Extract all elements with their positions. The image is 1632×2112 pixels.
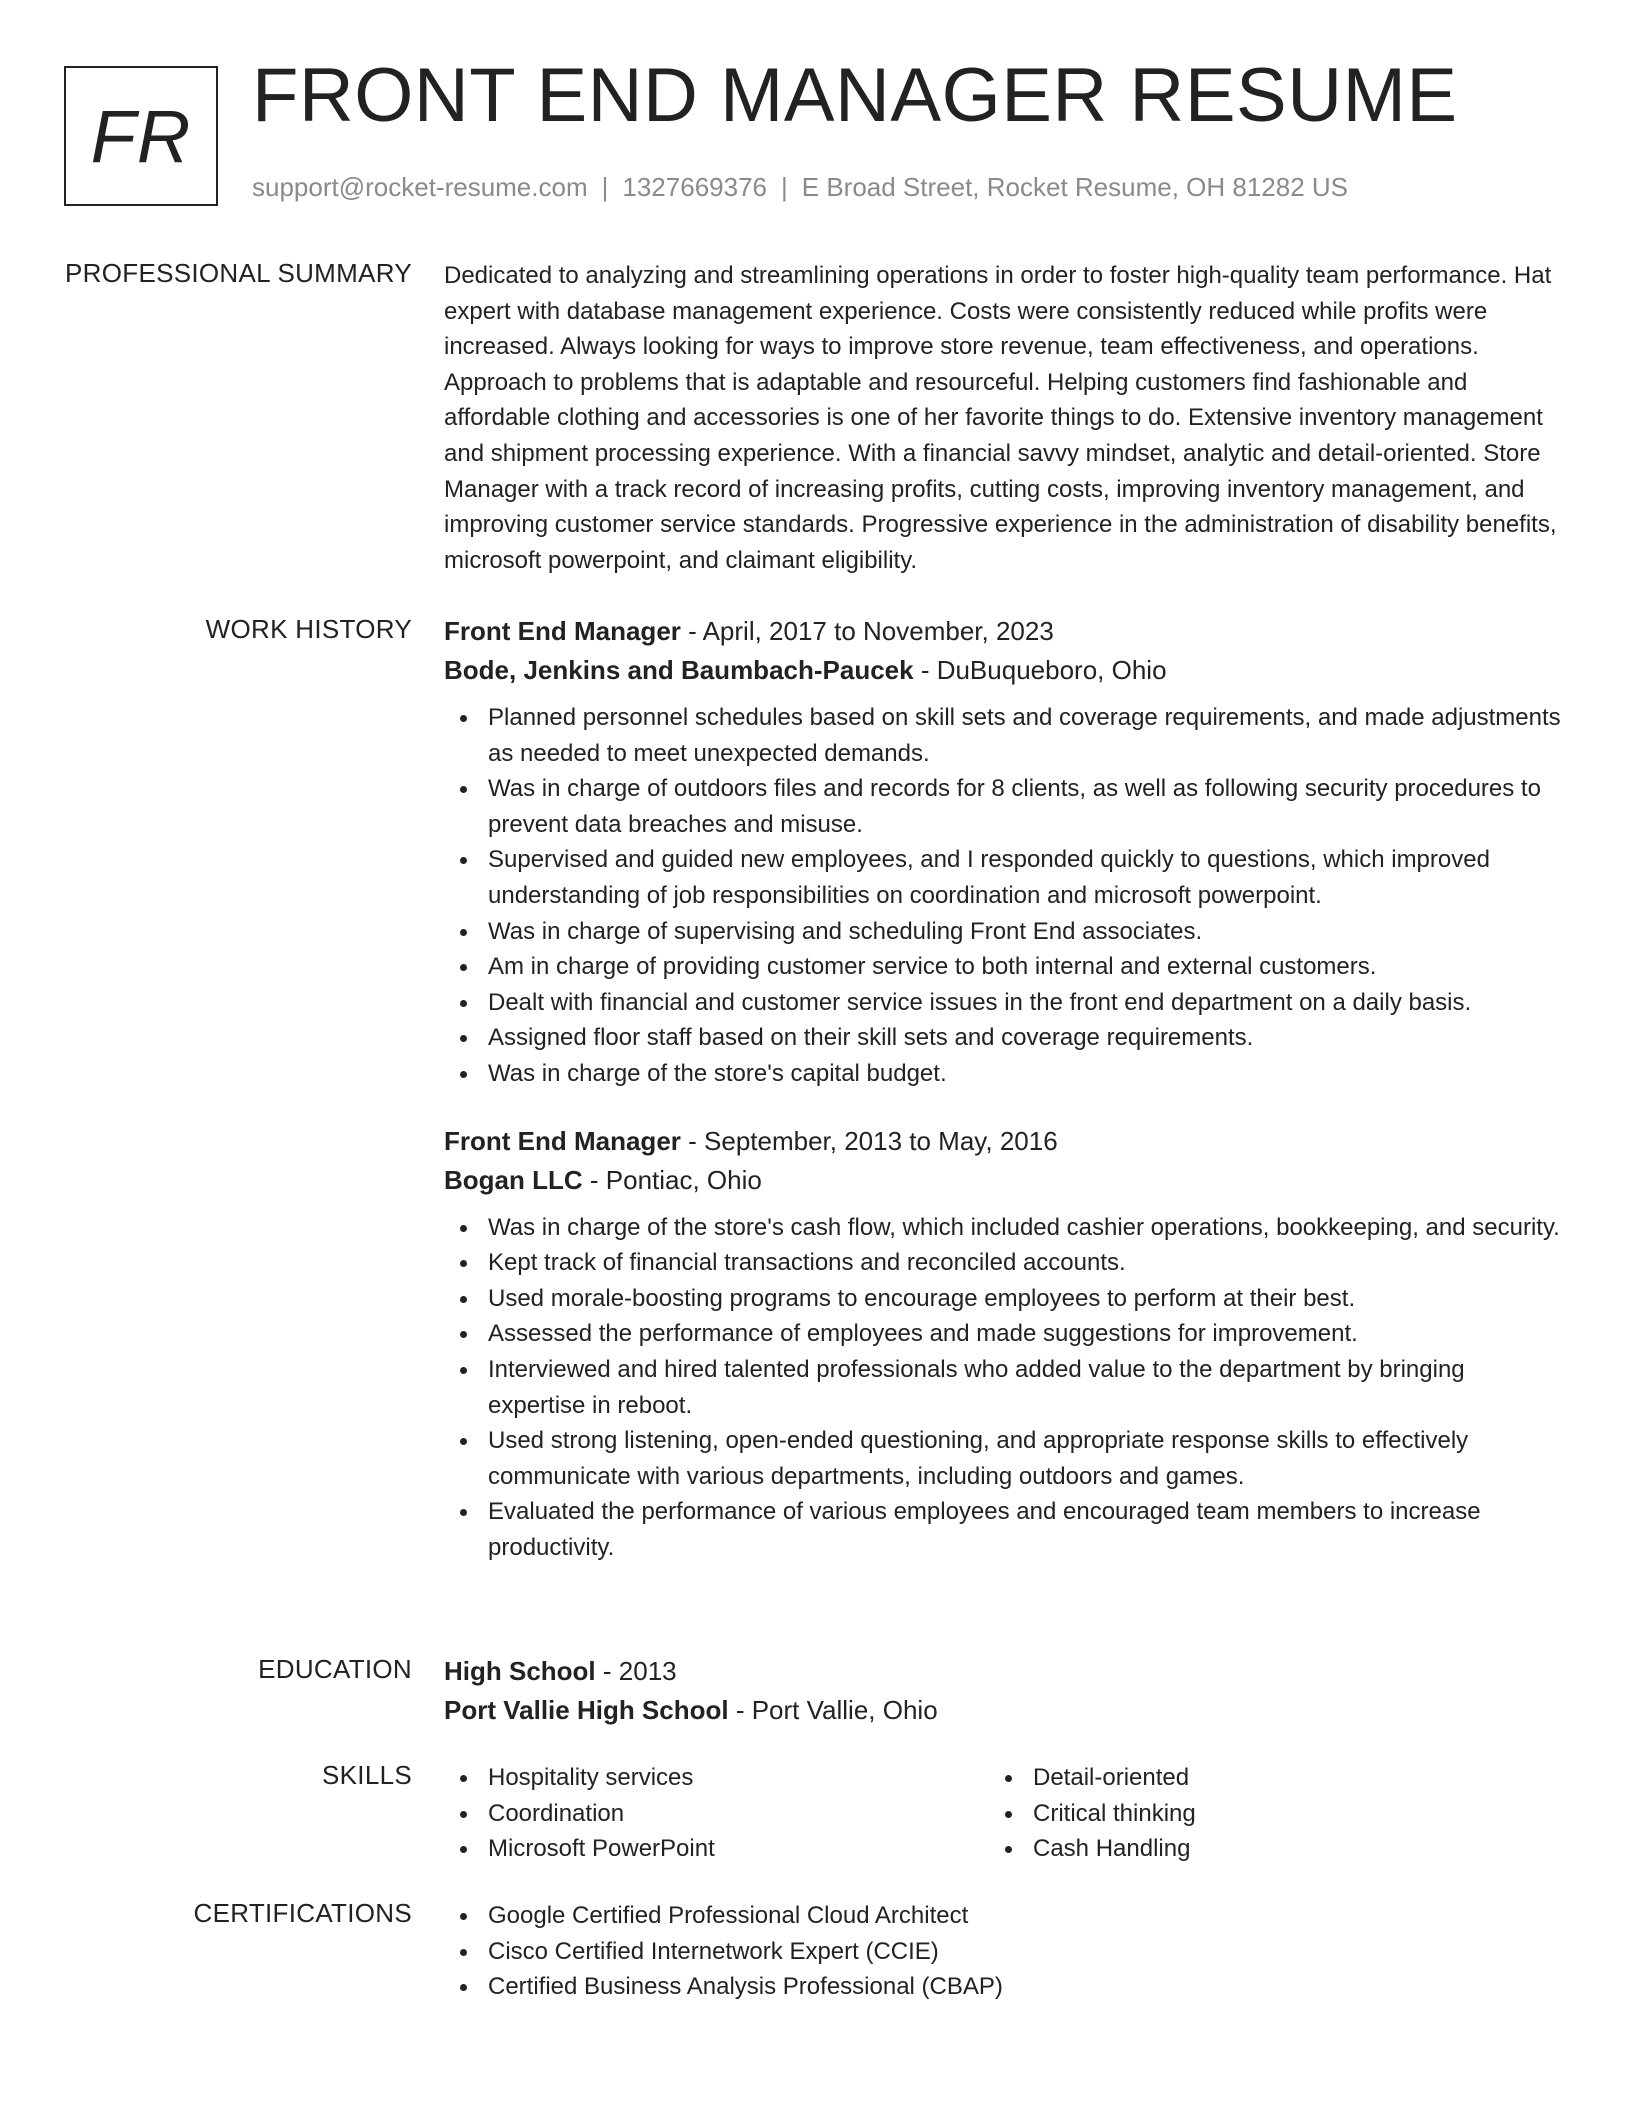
education-body — [444, 1652, 1562, 1730]
education-degree-line — [444, 1652, 1562, 1691]
contact-separator: | — [601, 172, 609, 202]
education-degree: High School — [444, 1656, 596, 1686]
list-item: Was in charge of supervising and scheduling Front End associates. — [488, 914, 1562, 950]
section-label-summary: PROFESSIONAL SUMMARY — [65, 258, 412, 288]
list-item: Cash Handling — [1033, 1831, 1534, 1867]
job-company: Bode, Jenkins and Baumbach-Paucek — [444, 655, 914, 685]
skills-list — [989, 1760, 1534, 1867]
list-item: Critical thinking — [1033, 1796, 1534, 1832]
list-item: Certified Business Analysis Professional (CBAP) — [488, 1969, 1562, 2005]
job-dates: - September, 2013 to May, 2016 — [680, 1125, 1058, 1156]
summary-body — [444, 258, 1562, 578]
job-bullets — [444, 1210, 1562, 1566]
list-item: Was in charge of the store's cash flow, which included cashier operations, bookkeeping, and security. — [488, 1210, 1562, 1246]
monogram-logo: FR — [64, 66, 218, 206]
skills-body — [444, 1760, 1562, 1867]
list-item: Interviewed and hired talented professionals who added value to the department by bringing expertise in reboot. — [488, 1352, 1562, 1423]
section-label-work-history: WORK HISTORY — [205, 614, 412, 644]
education-school-line — [444, 1691, 1562, 1730]
contact-email[interactable]: support@rocket-resume.com — [252, 172, 588, 202]
skills-column-left — [444, 1760, 989, 1867]
list-item: Google Certified Professional Cloud Architect — [488, 1898, 1562, 1934]
list-item: Microsoft PowerPoint — [488, 1831, 989, 1867]
resume-title: FRONT END MANAGER RESUME — [252, 53, 1458, 138]
list-item: Used strong listening, open-ended questioning, and appropriate response skills to effectively communicate with various departments, including outdoors and games. — [488, 1423, 1562, 1494]
skills-list — [444, 1760, 989, 1867]
job-title-line — [444, 612, 1562, 651]
list-item: Am in charge of providing customer service to both internal and external customers. — [488, 949, 1562, 985]
contact-address: E Broad Street, Rocket Resume, OH 81282 US — [801, 172, 1349, 202]
education-year: - 2013 — [595, 1656, 677, 1686]
job-company: Bogan LLC — [444, 1164, 583, 1195]
certifications-body — [444, 1898, 1562, 2005]
job-company-line — [444, 1161, 1562, 1200]
list-item: Cisco Certified Internetwork Expert (CCIE) — [488, 1934, 1562, 1970]
list-item: Evaluated the performance of various employees and encouraged team members to increase productivity. — [488, 1494, 1562, 1565]
skills-grid — [444, 1760, 1562, 1867]
job-entry — [444, 612, 1562, 1092]
education-school: Port Vallie High School — [444, 1695, 729, 1725]
list-item: Was in charge of the store's capital budget. — [488, 1056, 1562, 1092]
list-item: Hospitality services — [488, 1760, 989, 1796]
list-item: Dealt with financial and customer service issues in the front end department on a daily basis. — [488, 985, 1562, 1021]
job-dates: - April, 2017 to November, 2023 — [680, 616, 1054, 646]
list-item: Planned personnel schedules based on skill sets and coverage requirements, and made adjustments as needed to meet unexpected demands. — [488, 700, 1562, 771]
job-title: Front End Manager — [444, 1125, 681, 1156]
job-company-line — [444, 651, 1562, 690]
contact-phone[interactable]: 1327669376 — [622, 172, 767, 202]
contact-separator: | — [781, 172, 788, 202]
job-bullets — [444, 700, 1562, 1092]
summary-text: Dedicated to analyzing and streamlining operations in order to foster high-quality team performance. Hat expert with database management experience. Costs were consistently reduced while profits were increased. Always looking for ways to improve store revenue, team effectiveness, and operations. Approach to problems that is adaptable and resourceful. Helping customers find fashionable and affordable clothing and accessories is one of her favorite things to do. Extensive inventory management and shipment processing experience. With a financial savvy mindset, analytic and detail-oriented. Store Manager with a track record of increasing profits, cutting costs, improving inventory management, and improving customer service standards. Progressive experience in the administration of disability benefits, microsoft powerpoint, and claimant eligibility. — [444, 262, 1557, 574]
skills-column-right — [989, 1760, 1534, 1867]
job-location: - Pontiac, Ohio — [582, 1164, 762, 1195]
section-label-education: EDUCATION — [258, 1654, 412, 1684]
education-location: - Port Vallie, Ohio — [728, 1695, 938, 1725]
job-location: - DuBuqueboro, Ohio — [913, 655, 1167, 685]
list-item: Used morale-boosting programs to encourage employees to perform at their best. — [488, 1281, 1562, 1317]
list-item: Coordination — [488, 1796, 989, 1832]
section-label-certifications: CERTIFICATIONS — [193, 1898, 412, 1928]
job-title-line — [444, 1122, 1562, 1161]
list-item: Assessed the performance of employees and made suggestions for improvement. — [488, 1316, 1562, 1352]
certifications-list — [444, 1898, 1562, 2005]
section-label-skills: SKILLS — [322, 1760, 412, 1790]
list-item: Was in charge of outdoors files and records for 8 clients, as well as following security procedures to prevent data breaches and misuse. — [488, 771, 1562, 842]
list-item: Assigned floor staff based on their skill sets and coverage requirements. — [488, 1020, 1562, 1056]
list-item: Supervised and guided new employees, and I responded quickly to questions, which improved understanding of job responsibilities on coordination and microsoft powerpoint. — [488, 842, 1562, 913]
list-item: Kept track of financial transactions and reconciled accounts. — [488, 1245, 1562, 1281]
work-history-body — [444, 612, 1562, 1565]
job-title: Front End Manager — [444, 616, 681, 646]
job-entry — [444, 1122, 1562, 1566]
list-item: Detail-oriented — [1033, 1760, 1534, 1796]
contact-line — [252, 172, 1348, 203]
